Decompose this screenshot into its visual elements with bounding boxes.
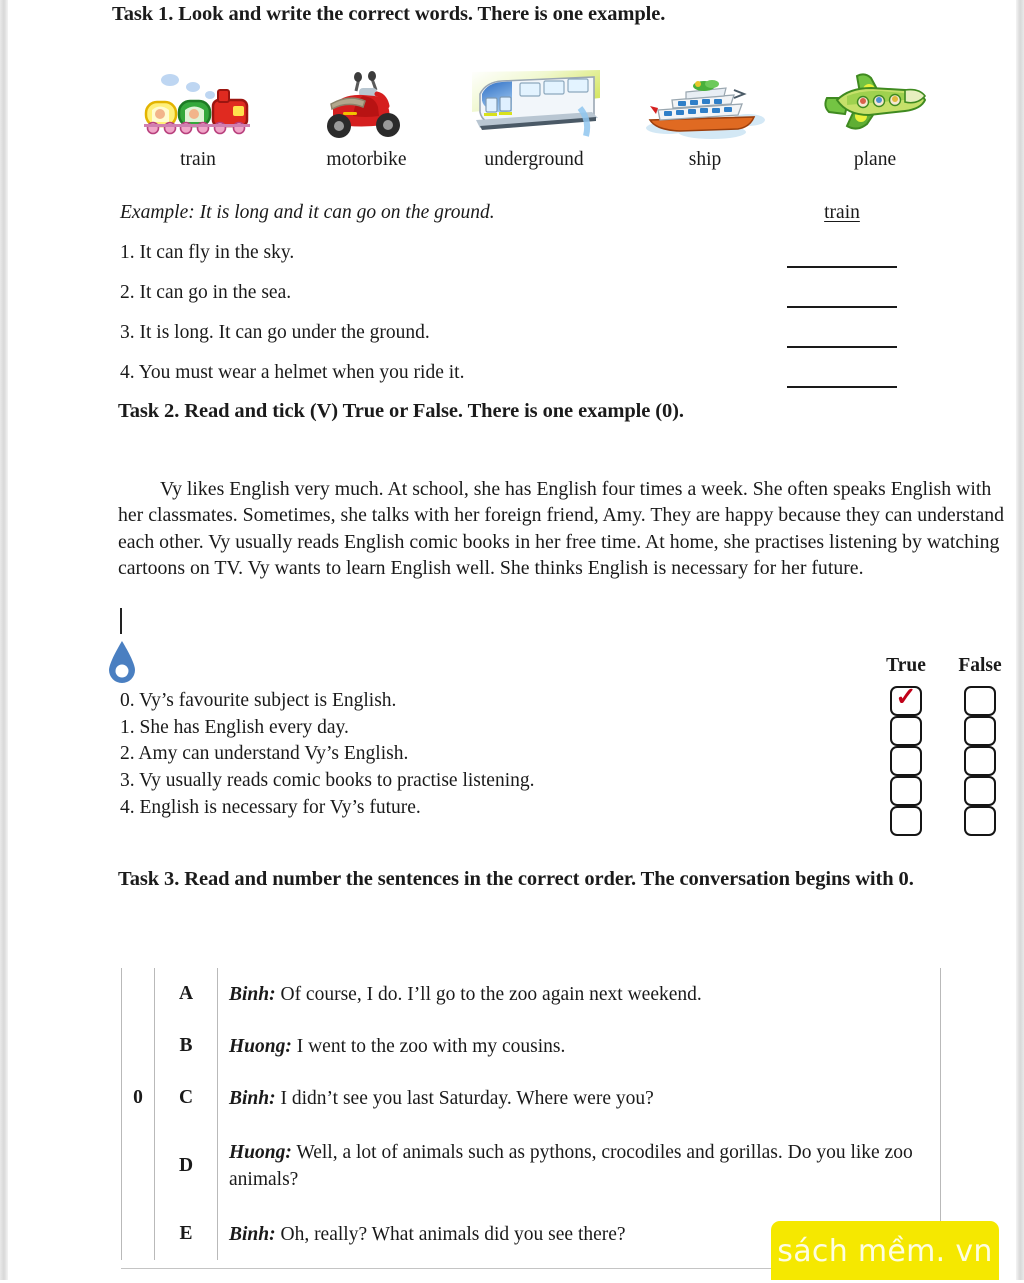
underground-illustration xyxy=(466,68,602,142)
vehicle-item-plane xyxy=(791,68,959,172)
task1-heading: Task 1. Look and write the correct words. There is one example. xyxy=(112,3,666,25)
train-illustration xyxy=(138,68,258,142)
line-text-a: Of course, I do. I’ll go to the zoo again next weekend. xyxy=(275,983,702,1005)
vehicle-item-ship xyxy=(619,68,791,172)
true-checkbox-column xyxy=(870,686,942,836)
vehicle-item-motorbike xyxy=(284,68,449,172)
task1-question-list xyxy=(120,198,920,398)
task2-statement-0: 0. Vy’s favourite subject is English. xyxy=(120,690,397,711)
vehicle-label-motorbike: motorbike xyxy=(326,149,407,170)
checkbox-true-1[interactable] xyxy=(890,716,922,746)
vehicle-item-train xyxy=(112,68,284,172)
table-row xyxy=(122,1020,941,1072)
page-edge-left xyxy=(0,0,8,1280)
table-row xyxy=(122,968,941,1020)
order-number-c[interactable]: 0 xyxy=(122,1072,155,1124)
table-row xyxy=(122,1124,941,1208)
task1-question-text-2: 2. It can go in the sea. xyxy=(120,282,292,303)
false-column-header: False xyxy=(958,655,1002,676)
order-number-b[interactable] xyxy=(122,1020,155,1072)
checkbox-true-0[interactable] xyxy=(890,686,922,716)
task1-question-text-1: 1. It can fly in the sky. xyxy=(120,242,295,263)
speaker-name-b: Huong: xyxy=(229,1035,292,1057)
true-column-header: True xyxy=(886,655,926,676)
checkbox-false-3[interactable] xyxy=(964,776,996,806)
task3-conversation-table xyxy=(121,968,941,1260)
task1-example-text: Example: It is long and it can go on the ground. xyxy=(120,202,495,223)
check-mark-icon: ✓ xyxy=(895,684,917,711)
checkbox-true-3[interactable] xyxy=(890,776,922,806)
vehicle-label-plane: plane xyxy=(853,149,897,170)
speaker-name-d: Huong: xyxy=(229,1142,292,1163)
task1-question-text-3: 3. It is long. It can go under the ground. xyxy=(120,322,430,343)
checkbox-false-2[interactable] xyxy=(964,746,996,776)
task1-example-answer: train xyxy=(824,202,860,223)
task1-question-row-4 xyxy=(120,358,920,398)
table-row xyxy=(122,1072,941,1124)
conversation-line-c xyxy=(218,1072,941,1124)
vehicle-label-underground: underground xyxy=(484,149,584,170)
task2-statement-1: 1. She has English every day. xyxy=(120,716,349,738)
task1-answer-blank-2[interactable] xyxy=(787,306,897,308)
order-number-e[interactable] xyxy=(122,1208,155,1260)
false-checkbox-column xyxy=(944,686,1016,836)
page-edge-right xyxy=(1016,0,1024,1280)
row-letter-c: C xyxy=(155,1072,218,1124)
task2-statement-3: 3. Vy usually reads comic books to practise listening. xyxy=(120,770,535,792)
conversation-line-d xyxy=(218,1124,941,1208)
checkbox-true-2[interactable] xyxy=(890,746,922,776)
checkbox-false-4[interactable] xyxy=(964,806,996,836)
conversation-line-a xyxy=(218,968,941,1020)
row-letter-b: B xyxy=(155,1020,218,1072)
task2-statement-4: 4. English is necessary for Vy’s future. xyxy=(120,796,421,818)
order-number-a[interactable] xyxy=(122,968,155,1020)
task1-answer-blank-3[interactable] xyxy=(787,346,897,348)
vehicle-label-ship: ship xyxy=(688,149,722,170)
speaker-name-c: Binh: xyxy=(229,1087,276,1109)
task1-example-row xyxy=(120,198,920,238)
task2-statement-list xyxy=(120,688,840,822)
line-text-b: I went to the zoo with my cousins. xyxy=(291,1035,566,1057)
plane-illustration xyxy=(817,68,933,142)
motorbike-illustration xyxy=(319,68,415,142)
line-text-e: Oh, really? What animals did you see there? xyxy=(275,1223,626,1245)
task3-heading: Task 3. Read and number the sentences in the correct order. The conversation begins with 0. xyxy=(118,868,914,890)
vehicle-picture-row xyxy=(112,68,972,172)
task2-statement-2: 2. Amy can understand Vy’s English. xyxy=(120,743,409,765)
task1-question-row-2 xyxy=(120,278,920,318)
worksheet-page xyxy=(8,0,1016,1280)
vehicle-label-train: train xyxy=(180,149,216,170)
order-number-d[interactable] xyxy=(122,1124,155,1208)
checkbox-false-0[interactable] xyxy=(964,686,996,716)
ship-illustration xyxy=(642,68,768,142)
task1-answer-blank-4[interactable] xyxy=(787,386,897,388)
line-text-d: Well, a lot of animals such as pythons, crocodiles and gorillas. Do you like zoo animals? xyxy=(229,1142,913,1190)
task2-heading: Task 2. Read and tick (V) True or False. There is one example (0). xyxy=(118,400,684,422)
row-letter-a: A xyxy=(155,968,218,1020)
row-letter-d: D xyxy=(155,1124,218,1208)
vehicle-item-underground xyxy=(449,68,619,172)
task1-answer-blank-1[interactable] xyxy=(787,266,897,268)
speaker-name-a: Binh: xyxy=(229,983,276,1005)
text-caret xyxy=(120,608,122,634)
speaker-name-e: Binh: xyxy=(229,1223,276,1245)
checkbox-false-1[interactable] xyxy=(964,716,996,746)
row-letter-e: E xyxy=(155,1208,218,1260)
conversation-line-b xyxy=(218,1020,941,1072)
checkbox-true-4[interactable] xyxy=(890,806,922,836)
task1-question-row-1 xyxy=(120,238,920,278)
task2-reading-passage: Vy likes English very much. At school, she has English four times a week. She often speaks English with her classmates. Sometimes, she talks with her foreign friend, Amy. They are happy because they can understand each other. Vy usually reads English comic books in her free time. At home, she practises listening by watching cartoons on TV. Vy wants to learn English well. She thinks English is necessary for her future. xyxy=(118,478,1005,580)
watermark-badge: sách mềm. vn xyxy=(771,1221,999,1280)
task1-question-row-3 xyxy=(120,318,920,358)
text-selection-handle-icon[interactable] xyxy=(106,640,138,686)
task1-question-text-4: 4. You must wear a helmet when you ride it. xyxy=(120,362,465,383)
line-text-c: I didn’t see you last Saturday. Where were you? xyxy=(275,1087,654,1109)
